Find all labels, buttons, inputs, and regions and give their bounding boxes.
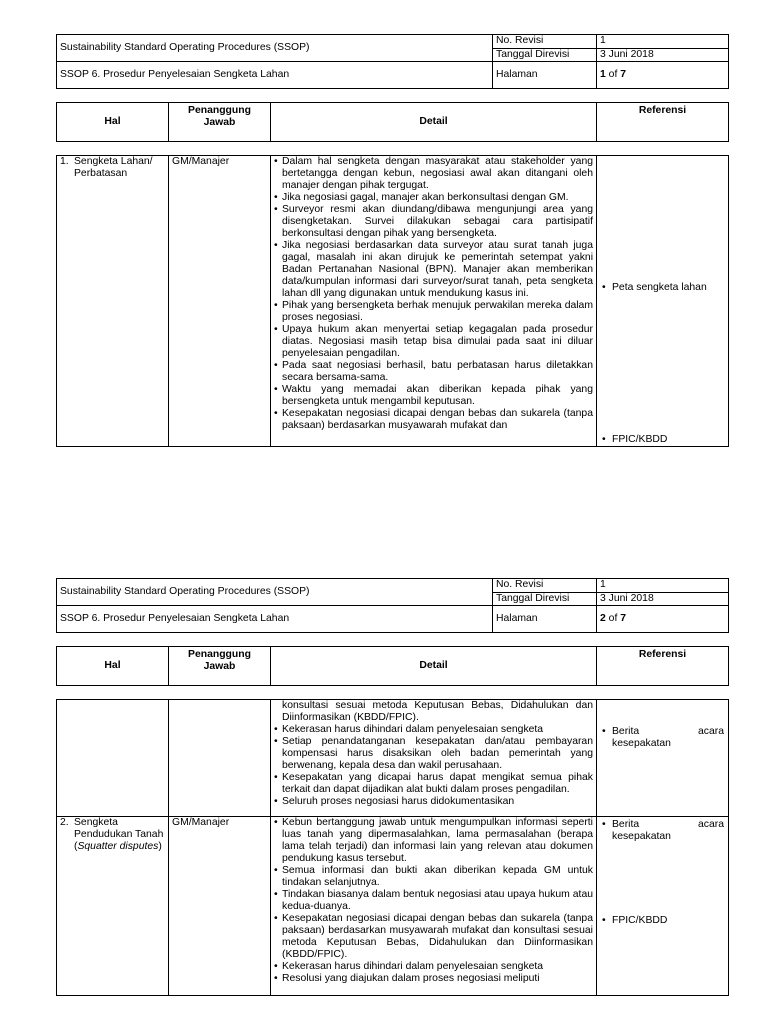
revision-label: No. Revisi bbox=[493, 35, 597, 49]
page-label: Halaman bbox=[493, 62, 597, 89]
detail-list bbox=[274, 817, 593, 985]
detail-item: • Kesepakatan negosiasi dicapai dengan bebas dan sukarela (tanpa paksaan) berdasarkan musyawarah mufakat dan bbox=[274, 408, 593, 432]
date-value: 3 Juni 2018 bbox=[597, 48, 729, 62]
detail-item: • Tindakan biasanya dalam bentuk negosiasi atau upaya hukum atau kedua-duanya. bbox=[274, 889, 593, 913]
revision-value: 1 bbox=[597, 35, 729, 49]
detail-item: • Jika negosiasi gagal, manajer akan berkonsultasi dengan GM. bbox=[274, 192, 593, 204]
pj-cell: GM/Manajer bbox=[169, 817, 271, 996]
revision-value: 1 bbox=[597, 579, 729, 593]
content-table bbox=[56, 155, 729, 447]
hal-cell: 1. Sengketa Lahan/ Perbatasan bbox=[57, 156, 169, 447]
detail-item: • Resolusi yang diajukan dalam proses negosiasi meliputi bbox=[274, 973, 593, 985]
ref-cell bbox=[597, 817, 729, 996]
detail-item: • Kekerasan harus dihindari dalam penyelesaian sengketa bbox=[274, 961, 593, 973]
ref-item: • Berita acara kesepakatan bbox=[600, 726, 724, 750]
detail-item: • Kekerasan harus dihindari dalam penyelesaian sengketa bbox=[274, 724, 593, 736]
content-table bbox=[56, 699, 729, 996]
col-penanggung-jawab: Penanggung Jawab bbox=[169, 647, 271, 686]
hal-cell bbox=[57, 700, 169, 817]
hal-cell: 2. Sengketa Pendudukan Tanah (Squatter disputes) bbox=[57, 817, 169, 996]
detail-list bbox=[274, 724, 593, 808]
detail-item: • Setiap penandatanganan kesepakatan dan/atau pembayaran kompensasi harus disaksikan oleh badan pemerintah yang berwenang, kepala desa dan wakil perusahaan. bbox=[274, 736, 593, 772]
column-header-table bbox=[56, 646, 729, 686]
detail-item: • Upaya hukum akan menyertai setiap kegagalan pada prosedur diatas. Negosiasi masih tetap bisa dimulai pada saat ini diluar penyelesaian pengadilan. bbox=[274, 324, 593, 360]
page-label: Halaman bbox=[493, 606, 597, 633]
col-penanggung-jawab: Penanggung Jawab bbox=[169, 103, 271, 142]
detail-item: • Waktu yang memadai akan diberikan kepada pihak yang bersengketa untuk mengambil keputusan. bbox=[274, 384, 593, 408]
detail-item: • Kesepakatan negosiasi dicapai dengan bebas dan sukarela (tanpa paksaan) berdasarkan musyawarah mufakat dan konsultasi sesuai metoda Keputusan Bebas, Didahulukan dan Diinformasikan (KBDD/FPIC). bbox=[274, 913, 593, 961]
page-number: 2 of 7 bbox=[597, 606, 729, 633]
page-2 bbox=[56, 578, 728, 996]
detail-item: • Kesepakatan yang dicapai harus dapat mengikat semua pihak terkait dan dapat dijadikan alat bukti dalam proses pengadilan. bbox=[274, 772, 593, 796]
ref-item: • FPIC/KBDD bbox=[600, 915, 724, 927]
col-referensi: Referensi bbox=[597, 647, 729, 686]
detail-item: • Seluruh proses negosiasi harus didokumentasikan bbox=[274, 796, 593, 808]
col-detail: Detail bbox=[271, 103, 597, 142]
doc-title: Sustainability Standard Operating Procedures (SSOP) bbox=[57, 35, 493, 62]
date-label: Tanggal Direvisi bbox=[493, 592, 597, 606]
col-referensi: Referensi bbox=[597, 103, 729, 142]
ref-item: • Berita acara kesepakatan bbox=[600, 819, 724, 843]
ref-cell bbox=[597, 156, 729, 447]
pj-cell: GM/Manajer bbox=[169, 156, 271, 447]
detail-item: • Semua informasi dan bukti akan diberikan kepada GM untuk tindakan selanjutnya. bbox=[274, 865, 593, 889]
detail-continuation: konsultasi sesuai metoda Keputusan Bebas, Didahulukan dan Diinformasikan (KBDD/FPIC). bbox=[282, 700, 593, 723]
ref-item: • Peta sengketa lahan bbox=[600, 282, 724, 294]
detail-item: • Jika negosiasi berdasarkan data surveyor atau surat tanah juga gagal, masalah ini akan dirujuk ke pemerintah setempat yakni Badan Pertanahan Nasional (BPN). Manajer akan memberikan data/kumpulan informasi dari surveyor/surat tanah, peta sengketa lahan dll yang digunakan untuk mendukung kasus ini. bbox=[274, 240, 593, 300]
detail-cell bbox=[271, 700, 597, 817]
ref-item: • FPIC/KBDD bbox=[600, 434, 724, 446]
ref-cell bbox=[597, 700, 729, 817]
detail-item: • Pihak yang bersengketa berhak menujuk perwakilan mereka dalam proses negosiasi. bbox=[274, 300, 593, 324]
detail-item: • Dalam hal sengketa dengan masyarakat atau stakeholder yang bertetangga dengan kebun, negosiasi awal akan ditangani oleh manajer dengan pihak tergugat. bbox=[274, 156, 593, 192]
doc-header-table bbox=[56, 34, 729, 89]
page-1 bbox=[56, 34, 728, 447]
pj-cell bbox=[169, 700, 271, 817]
doc-subtitle: SSOP 6. Prosedur Penyelesaian Sengketa Lahan bbox=[57, 606, 493, 633]
column-header-table bbox=[56, 102, 729, 142]
doc-header-table bbox=[56, 578, 729, 633]
detail-cell bbox=[271, 817, 597, 996]
revision-label: No. Revisi bbox=[493, 579, 597, 593]
date-label: Tanggal Direvisi bbox=[493, 48, 597, 62]
doc-subtitle: SSOP 6. Prosedur Penyelesaian Sengketa Lahan bbox=[57, 62, 493, 89]
col-hal: Hal bbox=[57, 647, 169, 686]
col-detail: Detail bbox=[271, 647, 597, 686]
detail-item: • Surveyor resmi akan diundang/dibawa mengunjungi area yang disengketakan. Survei dilakukan sebagai cara partisipatif berkonsultasi dengan pihak yang bersengketa. bbox=[274, 204, 593, 240]
doc-title: Sustainability Standard Operating Procedures (SSOP) bbox=[57, 579, 493, 606]
detail-list bbox=[274, 156, 593, 432]
detail-item: • Pada saat negosiasi berhasil, batu perbatasan harus diletakkan secara bersama-sama. bbox=[274, 360, 593, 384]
detail-cell bbox=[271, 156, 597, 447]
page-number: 1 of 7 bbox=[597, 62, 729, 89]
detail-item: • Kebun bertanggung jawab untuk mengumpulkan informasi seperti luas tanah yang dipermasalahkan, lama permasalahan (berapa lama telah terjadi) dan informasi lain yang relevan atau dokumen pendukung kasus tersebut. bbox=[274, 817, 593, 865]
col-hal: Hal bbox=[57, 103, 169, 142]
date-value: 3 Juni 2018 bbox=[597, 592, 729, 606]
